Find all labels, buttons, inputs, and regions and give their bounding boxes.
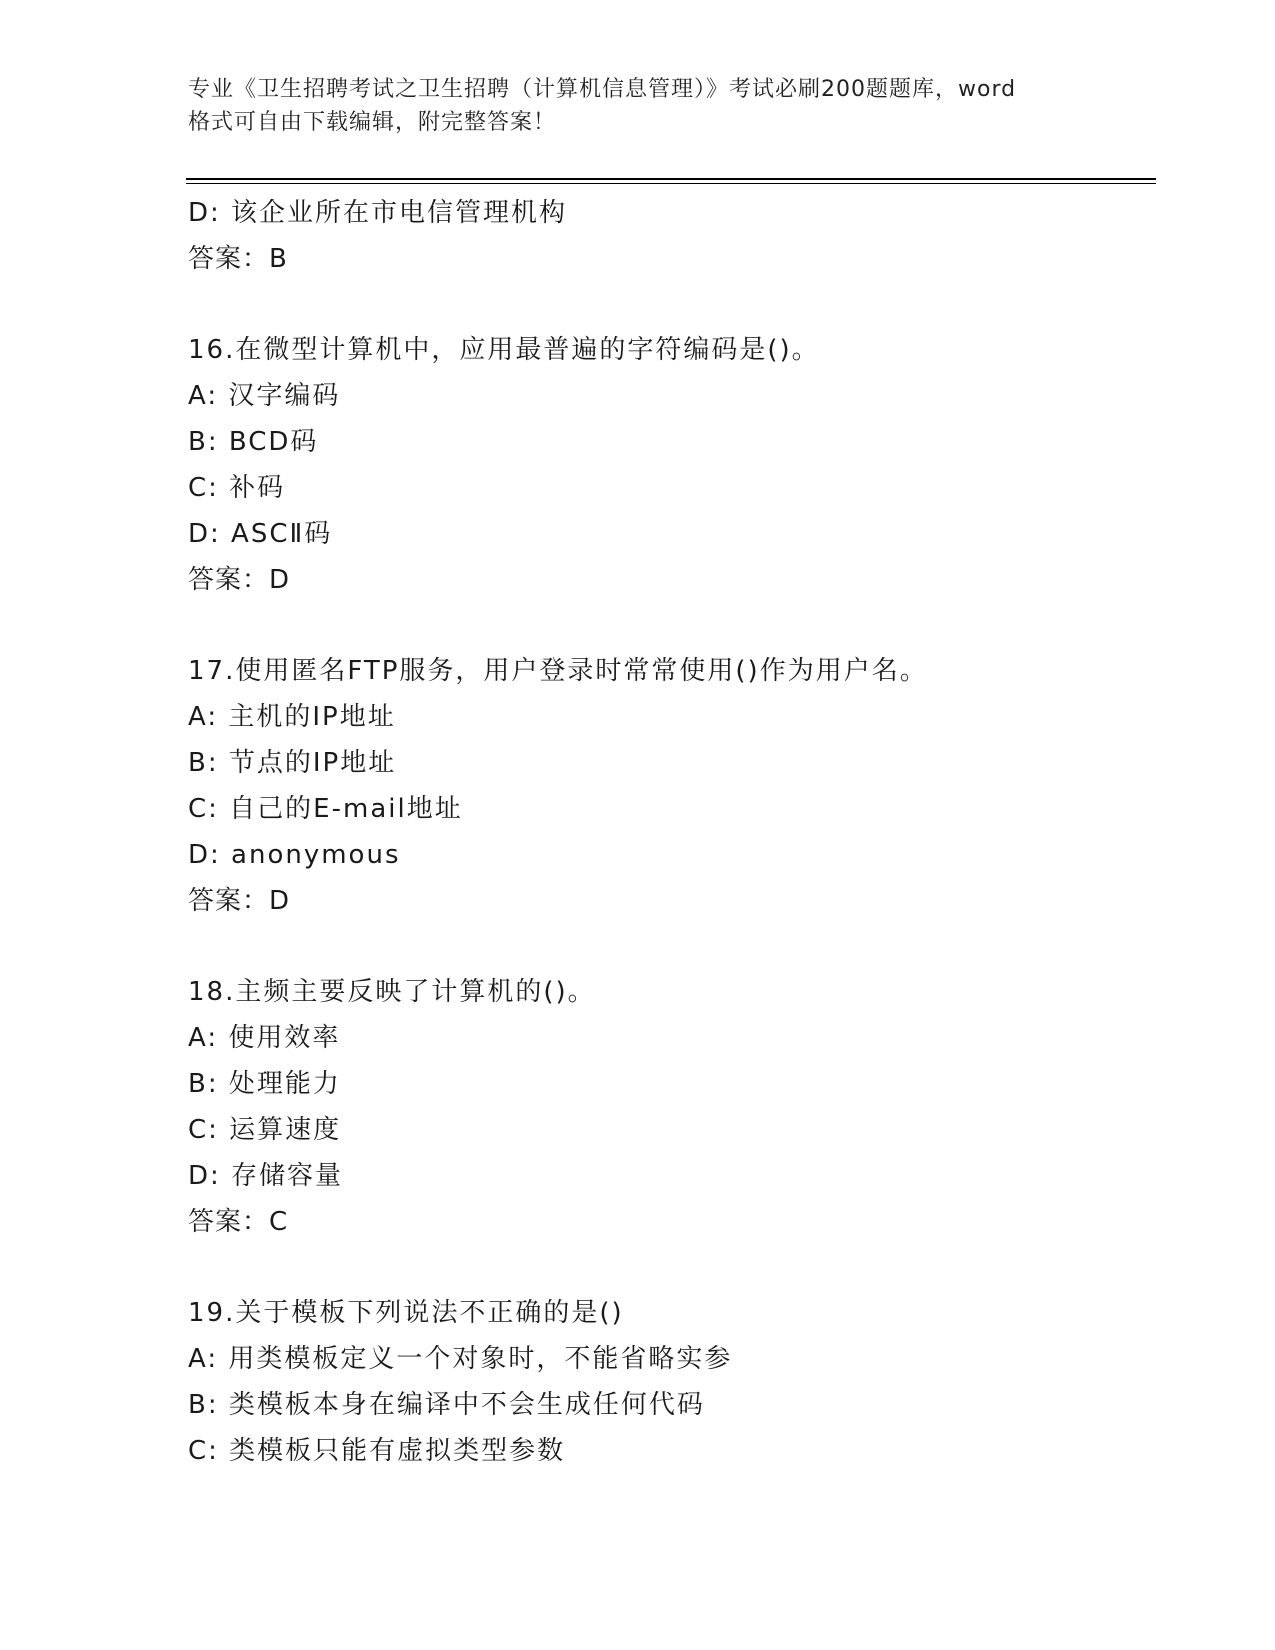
previous-question-tail [188, 190, 1148, 282]
answer-line: 答案：D [188, 565, 291, 595]
option-d: D: ASCⅡ码 [188, 519, 333, 549]
option-d: D: 存储容量 [188, 1161, 344, 1191]
option-c: C: 类模板只能有虚拟类型参数 [188, 1436, 566, 1466]
question-list [188, 190, 1148, 1474]
option-a: A: 用类模板定义一个对象时，不能省略实参 [188, 1344, 733, 1374]
question-18 [188, 969, 1148, 1245]
question-title: 18.主频主要反映了计算机的()。 [188, 977, 596, 1007]
header-rule-thin [186, 183, 1156, 184]
option-b: B: 处理能力 [188, 1069, 341, 1099]
option-d: D: 该企业所在市电信管理机构 [188, 198, 568, 228]
answer-line: 答案：D [188, 886, 291, 916]
question-16 [188, 327, 1148, 603]
header-line-1: 专业《卫生招聘考试之卫生招聘（计算机信息管理）》考试必刷200题题库，word [188, 77, 1017, 102]
question-title: 17.使用匿名FTP服务，用户登录时常常使用()作为用户名。 [188, 656, 928, 686]
question-title: 19.关于模板下列说法不正确的是() [188, 1298, 624, 1328]
option-c: C: 自己的E-mail地址 [188, 794, 463, 824]
option-d: D: anonymous [188, 840, 401, 870]
option-b: B: 节点的IP地址 [188, 748, 397, 778]
option-a: A: 主机的IP地址 [188, 702, 396, 732]
option-a: A: 使用效率 [188, 1023, 341, 1053]
document-header [188, 73, 1088, 139]
answer-line: 答案：B [188, 244, 288, 274]
option-a: A: 汉字编码 [188, 381, 341, 411]
option-c: C: 运算速度 [188, 1115, 342, 1145]
option-c: C: 补码 [188, 473, 286, 503]
option-b: B: 类模板本身在编译中不会生成任何代码 [188, 1390, 705, 1420]
option-b: B: BCD码 [188, 427, 319, 457]
question-title: 16.在微型计算机中，应用最普遍的字符编码是()。 [188, 335, 820, 365]
header-line-2: 格式可自由下载编辑，附完整答案！ [188, 110, 557, 135]
answer-line: 答案：C [188, 1207, 289, 1237]
question-19 [188, 1290, 1148, 1474]
header-rule-thick [186, 178, 1156, 180]
question-17 [188, 648, 1148, 924]
